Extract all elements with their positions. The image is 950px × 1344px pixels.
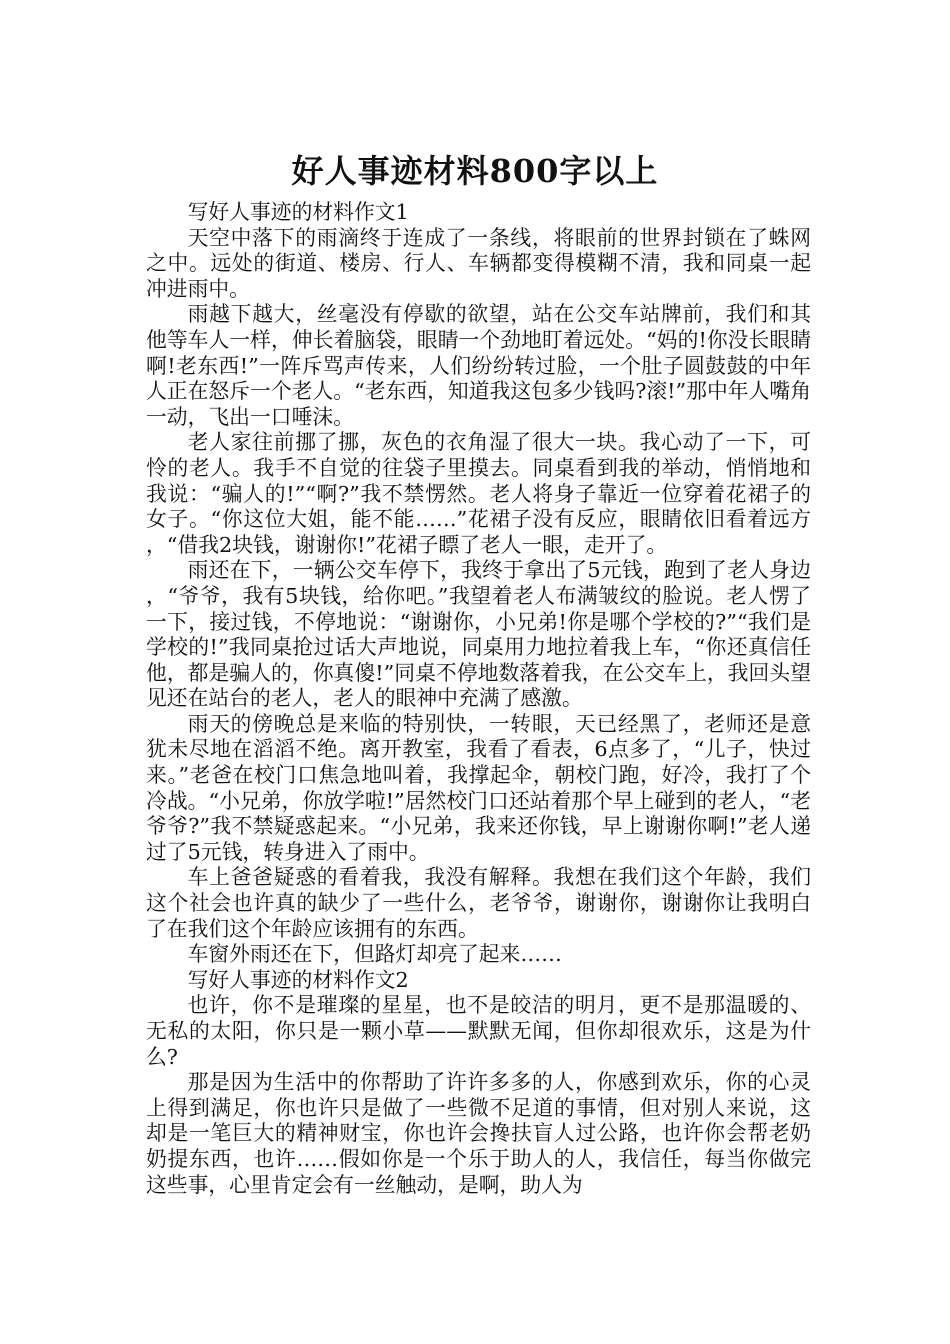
paragraph: 天空中落下的雨滴终于连成了一条线，将眼前的世界封锁在了蛛网之中。远处的街道、楼房、行人、车辆都变得模糊不清，我和同桌一起冲进雨中。 bbox=[146, 225, 811, 301]
paragraph: 那是因为生活中的你帮助了许许多多的人，你感到欢乐，你的心灵上得到满足，你也许只是做了一些微不足道的事情，但对别人来说，这却是一笔巨大的精神财宝，你也许会搀扶盲人过公路，也许你会帮老奶奶提东西，也许……假如你是一个乐于助人的人，我信任，每当你做完这些事，心里肯定会有一丝触动，是啊，助人为 bbox=[146, 1070, 811, 1197]
section-heading-2: 写好人事迹的材料作文2 bbox=[187, 967, 409, 992]
paragraph: 雨还在下，一辆公交车停下，我终于拿出了5元钱，跑到了老人身边，“爷爷，我有5块钱，给你吧。”我望着老人布满皱纹的脸说。老人愣了一下，接过钱，不停地说：“谢谢你，小兄弟!你是哪个学校的?”“我们是学校的!”我同桌抢过话大声地说，同桌用力地拉着我上车，“你还真信任他，都是骗人的，你真傻!”同桌不停地数落着我，在公交车上，我回头望见还在站台的老人，老人的眼神中充满了感激。 bbox=[146, 558, 811, 711]
paragraph: 雨越下越大，丝毫没有停歇的欲望，站在公交车站牌前，我们和其他等车人一样，伸长着脑袋，眼睛一个劲地盯着远处。“妈的!你没长眼睛啊!老东西!”一阵斥骂声传来，人们纷纷转过脸，一个肚子圆鼓鼓的中年人正在怒斥一个老人。“老东西，知道我这包多少钱吗?滚!”那中年人嘴角一动，飞出一口唾沫。 bbox=[146, 302, 811, 429]
paragraph: 也许，你不是璀璨的星星，也不是皎洁的明月，更不是那温暖的、无私的太阳，你只是一颗小草——默默无闻，但你却很欢乐，这是为什么? bbox=[146, 993, 811, 1069]
paragraph: 车上爸爸疑惑的看着我，我没有解释。我想在我们这个年龄，我们这个社会也许真的缺少了一些什么，老爷爷，谢谢你，谢谢你让我明白了在我们这个年龄应该拥有的东西。 bbox=[146, 865, 811, 941]
document-body bbox=[146, 200, 811, 1198]
paragraph: 车窗外雨还在下，但路灯却亮了起来…… bbox=[187, 942, 562, 967]
paragraph: 雨天的傍晚总是来临的特别快，一转眼，天已经黑了，老师还是意犹未尽地在滔滔不绝。离开教室，我看了看表，6点多了，“儿子，快过来。”老爸在校门口焦急地叫着，我撑起伞，朝校门跑，好冷，我打了个冷战。“小兄弟，你放学啦!”居然校门口还站着那个早上碰到的老人，“老爷爷?”我不禁疑惑起来。“小兄弟，我来还你钱，早上谢谢你啊!”老人递过了5元钱，转身进入了雨中。 bbox=[146, 711, 811, 864]
document-title: 好人事迹材料800字以上 bbox=[291, 152, 659, 191]
paragraph: 老人家往前挪了挪，灰色的衣角湿了很大一块。我心动了一下，可怜的老人。我手不自觉的往袋子里摸去。同桌看到我的举动，悄悄地和我说：“骗人的!”“啊?”我不禁愣然。老人将身子靠近一位穿着花裙子的女子。“你这位大姐，能不能……”花裙子没有反应，眼睛依旧看着远方，“借我2块钱，谢谢你!”花裙子瞟了老人一眼，走开了。 bbox=[146, 430, 811, 557]
section-heading-1: 写好人事迹的材料作文1 bbox=[187, 200, 409, 224]
